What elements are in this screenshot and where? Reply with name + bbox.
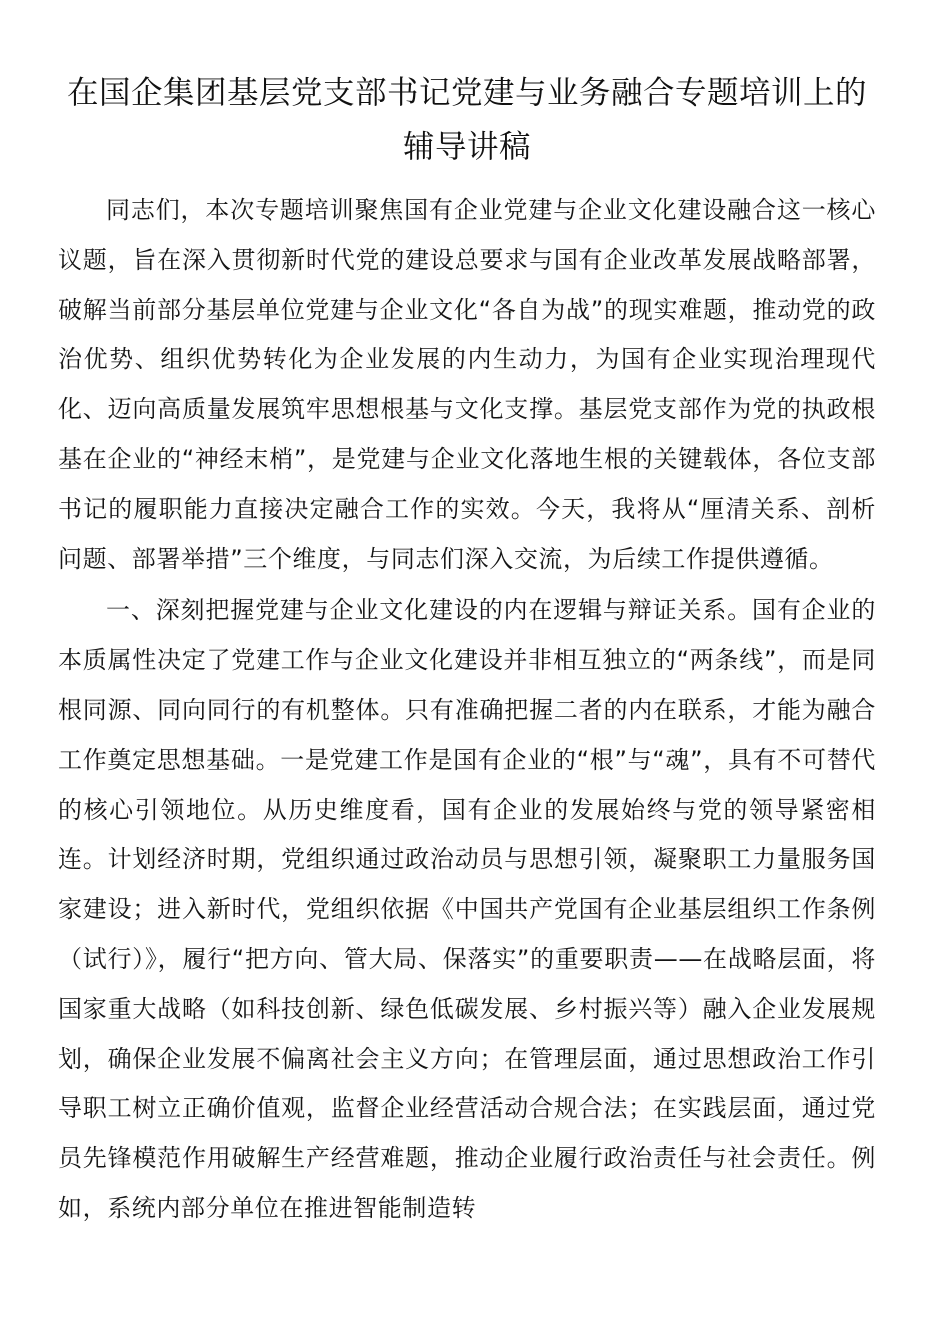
document-title: 在国企集团基层党支部书记党建与业务融合专题培训上的辅导讲稿 xyxy=(66,75,867,165)
paragraph-opening-remarks: 同志们，本次专题培训聚焦国有企业党建与企业文化建设融合这一核心议题，旨在深入贯彻新时代党的建设总要求与国有企业改革发展战略部署，破解当前部分基层单位党建与企业文化“各自为战”的现实难题，推动党的政治优势、组织优势转化为企业发展的内生动力，为国有企业实现治理现代化、迈向高质量发展筑牢思想根基与文化支撑。基层党支部作为党的执政根基在企业的“神经末梢”，是党建与企业文化落地生根的关键载体，各位支部书记的履职能力直接决定融合工作的实效。今天，我将从“厘清关系、剖析问题、部署举措”三个维度，与同志们深入交流，为后续工作提供遵循。 xyxy=(58,196,876,573)
paragraph-section-one: 一、深刻把握党建与企业文化建设的内在逻辑与辩证关系。国有企业的本质属性决定了党建工作与企业文化建设并非相互独立的“两条线”，而是同根同源、同向同行的有机整体。只有准确把握二者的内在联系，才能为融合工作奠定思想基础。一是党建工作是国有企业的“根”与“魂”，具有不可替代的核心引领地位。从历史维度看，国有企业的发展始终与党的领导紧密相连。计划经济时期，党组织通过政治动员与思想引领，凝聚职工力量服务国家建设；进入新时代，党组织依据《中国共产党国有企业基层组织工作条例（试行）》，履行“把方向、管大局、保落实”的重要职责——在战略层面，将国家重大战略（如科技创新、绿色低碳发展、乡村振兴等）融入企业发展规划，确保企业发展不偏离社会主义方向；在管理层面，通过思想政治工作引导职工树立正确价值观，监督企业经营活动合规合法；在实践层面，通过党员先锋模范作用破解生产经营难题，推动企业履行政治责任与社会责任。例如，系统内部分单位在推进智能制造转 xyxy=(58,596,876,1222)
